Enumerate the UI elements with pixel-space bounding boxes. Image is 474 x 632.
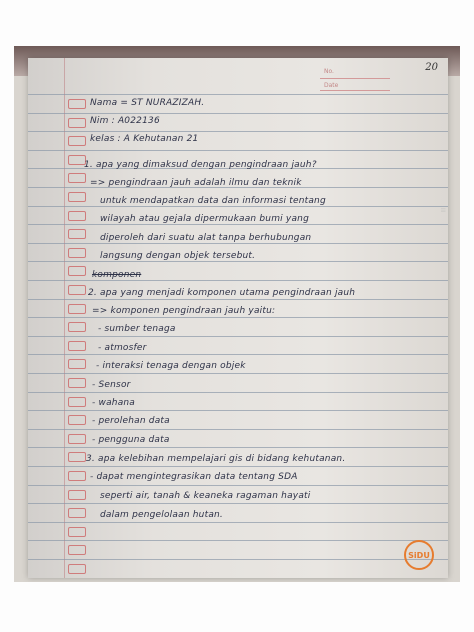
- margin-box: [68, 248, 86, 258]
- student-nim: Nim : A022136: [90, 116, 160, 126]
- student-name: Nama = ST NURAZIZAH.: [90, 98, 205, 108]
- answer-3-line-3: dalam pengelolaan hutan.: [100, 510, 223, 520]
- margin-box: [68, 564, 86, 574]
- margin-box: [68, 490, 86, 500]
- notebook-photo: [14, 46, 460, 582]
- ruled-line: [28, 280, 448, 281]
- ruled-line: [28, 354, 448, 355]
- sidu-logo: SiDU: [404, 540, 434, 570]
- component-7: - pengguna data: [92, 435, 170, 445]
- margin-box: [68, 341, 86, 351]
- ruled-line: [28, 113, 448, 114]
- component-6: - perolehan data: [92, 416, 170, 426]
- ruled-line: [28, 447, 448, 448]
- margin-box: [68, 192, 86, 202]
- margin-box: [68, 359, 86, 369]
- margin-box: [68, 545, 86, 555]
- ruled-line: [28, 540, 448, 541]
- margin-box: [68, 452, 86, 462]
- ruled-line: [28, 429, 448, 430]
- date-field: [320, 90, 390, 91]
- ruled-line: [28, 336, 448, 337]
- notebook-page: [28, 58, 448, 578]
- question-3: 3. apa kelebihan mempelajari gis di bidang kehutanan.: [86, 454, 346, 464]
- margin-box: [68, 397, 86, 407]
- margin-box: [68, 99, 86, 109]
- struck-word: komponen: [92, 270, 142, 280]
- ruled-line: [28, 522, 448, 523]
- margin-box: [68, 173, 86, 183]
- margin-box: [68, 211, 86, 221]
- margin-box: [68, 508, 86, 518]
- ruled-line: [28, 131, 448, 132]
- answer-1-line-4: diperoleh dari suatu alat tanpa berhubungan: [100, 233, 312, 243]
- margin-box: [68, 229, 86, 239]
- question-1: 1. apa yang dimaksud dengan pengindraan jauh?: [84, 160, 317, 170]
- component-2: - atmosfer: [98, 343, 147, 353]
- margin-box: [68, 136, 86, 146]
- ruled-line: [28, 410, 448, 411]
- answer-1-line-5: langsung dengan objek tersebut.: [100, 251, 256, 261]
- ruled-line: [28, 224, 448, 225]
- question-2: 2. apa yang menjadi komponen utama pengindraan jauh: [88, 288, 356, 298]
- margin-box: [68, 322, 86, 332]
- margin-box: [68, 415, 86, 425]
- answer-3-line-1: - dapat mengintegrasikan data tentang SDA: [90, 472, 298, 482]
- margin-box: [68, 527, 86, 537]
- ruled-line: [28, 373, 448, 374]
- margin-box: [68, 118, 86, 128]
- page-number: 20: [425, 62, 438, 73]
- margin-box: [68, 266, 86, 276]
- student-class: kelas : A Kehutanan 21: [90, 134, 199, 144]
- no-label: No.: [324, 68, 334, 75]
- margin-box: [68, 471, 86, 481]
- margin-box: [68, 285, 86, 295]
- ruled-line: [28, 317, 448, 318]
- ruled-line: [28, 94, 448, 95]
- ruled-line: [28, 466, 448, 467]
- date-label: Date: [324, 82, 339, 89]
- ruled-line: [28, 485, 448, 486]
- page-edge-mark: |||: [441, 208, 446, 213]
- ruled-line: [28, 261, 448, 262]
- component-1: - sumber tenaga: [98, 324, 176, 334]
- ruled-line: [28, 392, 448, 393]
- component-3: - interaksi tenaga dengan objek: [96, 361, 246, 371]
- answer-3-line-2: seperti air, tanah & keaneka ragaman hayati: [100, 491, 311, 501]
- ruled-line: [28, 503, 448, 504]
- component-4: - Sensor: [92, 380, 131, 390]
- answer-1-line-2: untuk mendapatkan data dan informasi tentang: [100, 196, 326, 206]
- answer-1-line-1: => pengindraan jauh adalah ilmu dan teknik: [90, 178, 302, 188]
- ruled-line: [28, 299, 448, 300]
- answer-2-intro: => komponen pengindraan jauh yaitu:: [92, 306, 276, 316]
- no-field: [320, 78, 390, 79]
- margin-box: [68, 434, 86, 444]
- answer-1-line-3: wilayah atau gejala dipermukaan bumi yang: [100, 214, 309, 224]
- ruled-line: [28, 150, 448, 151]
- margin-box: [68, 304, 86, 314]
- component-5: - wahana: [92, 398, 136, 408]
- ruled-line: [28, 559, 448, 560]
- margin-box: [68, 378, 86, 388]
